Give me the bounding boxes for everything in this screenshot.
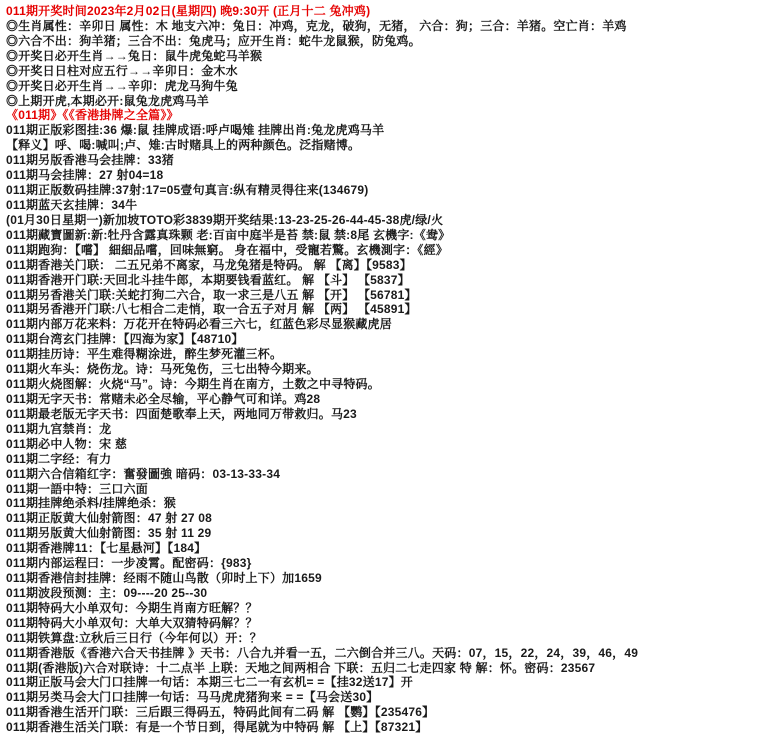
text-line: 011期藏寶圖新:新:牡丹含露真珠颗 老:百亩中庭半是苔 禁:鼠 禁:8尾 玄機字:《鸯》 — [6, 227, 451, 242]
text-line: 011期无字天书：常赌未必全尽输，平心静气可和详。鸡28 — [6, 391, 321, 406]
text-lines — [6, 4, 772, 735]
text-line: 011期台湾玄门挂牌：【四海为家】【48710】 — [6, 332, 244, 347]
text-line: 011期跑狗：【嚐】 細細品嚐，回味無窮。 身在福中，受寵若驚。玄機測字：《經》 — [6, 242, 449, 257]
text-line: ◎开奖日必开生肖→→兔日：鼠牛虎兔蛇马羊猴 — [6, 48, 263, 63]
text-line: 011期另版黄大仙射箭图：35 射 11 29 — [6, 526, 212, 541]
text-line: 011期正版马会大门口挂牌一句话：本期三七二一有玄机= =【挂32送17】开 — [6, 675, 414, 690]
text-line: 011期香港牌11：【七星悬河】【184】 — [6, 541, 207, 556]
text-line: 011期香港生活开门联：三后跟三得码五，特码此间有二码 解 【鹦】【235476】 — [6, 705, 435, 720]
text-line: 011期香港信封挂牌：经雨不随山鸟散（卯时上下）加1659 — [6, 571, 322, 586]
text-line: 011期挂牌绝杀料/挂牌绝杀：猴 — [6, 496, 176, 511]
text-line: 011期挂历诗：平生难得糊涂进，醉生梦死灌三杯。 — [6, 347, 283, 362]
text-line: 011期香港开门联:天回北斗挂牛郎，本期要钱看蓝红。 解 【斗】 【5837】 — [6, 272, 410, 287]
text-line: ◎开奖日必开生肖→→辛卯：虎龙马狗牛兔 — [6, 78, 238, 93]
text-line: 011期正版黄大仙射箭图：47 射 27 08 — [6, 511, 213, 526]
text-line: 011期内部万花来料：万花开在特码必看三六七，红蓝色彩尽显猴藏虎居 — [6, 317, 392, 332]
text-line: ◎开奖日日柱对应五行→→辛卯日：金木水 — [6, 63, 238, 78]
text-line: 011期另版香港马会挂牌：33猪 — [6, 153, 174, 168]
text-line: 011期(香港版)六合对联诗：十二点半 上联：天地之间两相合 下联：五归二七走四家 特 解：怀。密码：23567 — [6, 660, 596, 675]
text-line: 011期内部运程曰：一步凌霄。配密码：{983} — [6, 556, 252, 571]
text-line: 011期香港版《香港六合天书挂牌 》天书：八合九并看一五，二六倒合并三八。天码：07，15，22，24，39，46，49 — [6, 645, 639, 660]
text-line: 011期另类马会大门口挂牌一句话：马马虎虎猪狗来 = =【马会送30】 — [6, 690, 379, 705]
text-line: 011期六合信箱红字：奮發圖強 暗码：03-13-33-34 — [6, 466, 281, 481]
text-line: 011期蓝天玄挂牌：34牛 — [6, 197, 138, 212]
text-line: ◎六合不出：狗羊猪；三合不出：兔虎马；应开生肖：蛇牛龙鼠猴，防兔鸡。 — [6, 33, 421, 48]
text-line: ◎生肖属性：辛卯日 属性：木 地支六冲：兔日：冲鸡，克龙，破狗，无猪， 六合：狗；三合：羊猪。空亡肖：羊鸡 — [6, 18, 627, 33]
text-line: 【释义】呼、喝:喊叫;卢、雉:古时赌具上的两种颜色。泛指赌博。 — [6, 138, 361, 153]
text-line: 011期开奖时间2023年2月02日(星期四) 晚9:30开 (正月十二 兔冲鸡) — [6, 4, 371, 18]
text-line: 011期九宫禁肖：龙 — [6, 421, 112, 436]
text-line: 011期香港关门联： 二五兄弟不离家，马龙兔猪是特码。 解 【离】【9583】 — [6, 257, 412, 272]
text-line: 011期最老版无字天书：四面楚歌奉上天，两地同万带救归。马23 — [6, 406, 357, 421]
text-line: 《011期》《《香港掛牌之全篇》》 — [6, 108, 179, 123]
text-line: 011期二字经：有力 — [6, 451, 112, 466]
text-line: 011期正版数码挂牌:37射:17=05壹句真言:纵有精灵得往来(134679) — [6, 183, 369, 198]
text-line: 011期特码大小单双句：今期生肖南方旺解？？ — [6, 600, 258, 615]
text-line: 011期香港生活关门联：有是一个节日到，得尾就为中特码 解 【上】【87321】 — [6, 720, 428, 735]
text-line: 011期马会挂牌：27 射04=18 — [6, 168, 164, 183]
text-line: 011期正版彩图挂:36 爆:鼠 挂牌成语:呼卢喝雉 挂牌出肖:兔龙虎鸡马羊 — [6, 123, 385, 138]
text-line: 011期特码大小单双句：大单大双猜特码解？？ — [6, 615, 258, 630]
text-line: 011期铁算盘:立秋后三日行（今年何以）开：？ — [6, 630, 262, 645]
text-line: ◎上期开虎,本期必开:鼠兔龙虎鸡马羊 — [6, 93, 209, 108]
text-line: 011期一語中特：三口六面 — [6, 481, 148, 496]
text-line: 011期必中人物：宋 慈 — [6, 436, 128, 451]
text-line: 011期另香港关门联:关蛇打狗二六合，取一求三是八五 解 【开】 【56781】 — [6, 287, 417, 302]
text-line: (01月30日星期一)新加坡TOTO彩3839期开奖结果:13-23-25-26-44-45-38虎/绿/火 — [6, 212, 444, 227]
text-line: 011期另香港开门联:八七相合二走悄，取一合五子对月 解 【两】 【45891】 — [6, 302, 417, 317]
text-line: 011期波段预测：主：09----20 25--30 — [6, 585, 208, 600]
text-line: 011期火烧图解：火烧“马”。诗：今期生肖在南方，土数之中寻特码。 — [6, 377, 380, 392]
text-line: 011期火车头：烧伤龙。诗：马死兔伤，三七出特今期来。 — [6, 362, 319, 377]
